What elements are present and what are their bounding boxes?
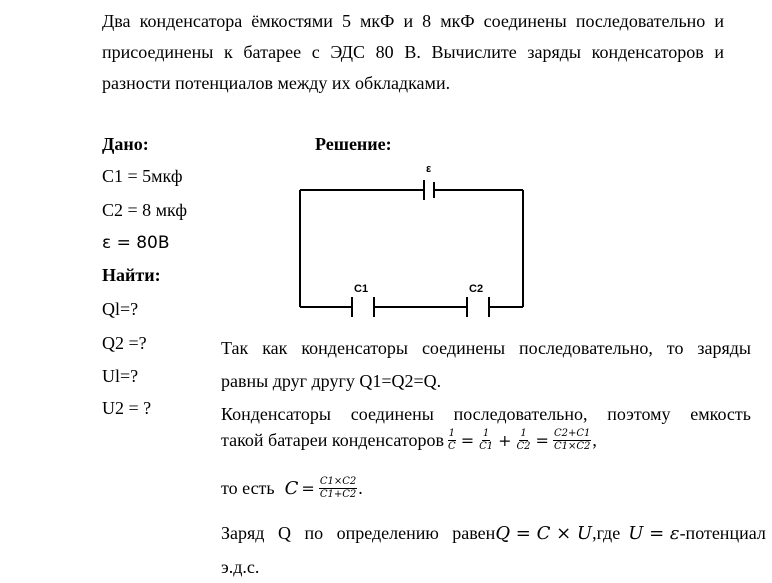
frac-sum-over-prod [553, 428, 591, 453]
formula-c: C [284, 478, 299, 499]
frac-1-over-c2 [516, 428, 532, 453]
frac-den: C1×C2 [553, 441, 591, 452]
find-u1: Ul=? [102, 366, 139, 386]
frac-1-over-c1 [478, 428, 494, 453]
p4-mid: ,где [592, 523, 621, 543]
equals-sign: = [460, 431, 475, 450]
find-heading: Найти: [102, 265, 161, 285]
frac-prod-over-sum [319, 476, 357, 501]
p4-suffix: -потенциал [679, 523, 766, 543]
find-u2: U2 = ? [102, 398, 152, 418]
circuit-diagram [290, 155, 540, 325]
c2-label: C2 [469, 283, 484, 295]
frac-den: C [448, 441, 456, 452]
p4-formulas [495, 523, 766, 544]
equals-sign: = [301, 479, 315, 498]
find-q2: Q2 =? [102, 333, 147, 353]
frac-num: 1 [482, 428, 490, 439]
given-emf: ε = 80В [102, 233, 170, 253]
solution-heading: Решение: [315, 134, 392, 154]
p2-line2 [221, 428, 597, 453]
p2-line2-text: такой батареи конденсаторов [221, 430, 445, 450]
frac-1-over-c [447, 428, 457, 453]
formula-u: U = ε [628, 523, 680, 544]
given-heading: Дано: [102, 134, 149, 154]
frac-den: C1 [479, 441, 494, 452]
frac-num: C2+C1 [553, 428, 591, 439]
p2-line1: Конденсаторы соединены последовательно, поэтому емкость [221, 404, 751, 424]
p1-line1: Так как конденсаторы соединены последовательно, то заряды [221, 338, 751, 358]
problem-statement: Два конденсатора ёмкостями 5 мкФ и 8 мкФ соединены последовательно и присоединены к батарее с ЭДС 80 В. Вычислите заряды конденсаторов и разности потенциалов между их обкладками. [102, 11, 724, 93]
period: . [358, 478, 363, 498]
given-c1: C1 = 5мкф [102, 166, 183, 186]
frac-den: C1+C2 [319, 489, 357, 500]
given-c2: C2 = 8 мкф [102, 200, 188, 220]
frac-num: C1×C2 [319, 476, 357, 487]
equals-sign: = [535, 431, 549, 450]
formula-q: Q = C × U [495, 523, 593, 544]
find-q1: Ql=? [102, 299, 139, 319]
p4-line1 [221, 523, 766, 544]
p3-text: то есть [221, 478, 275, 498]
frac-num: 1 [520, 428, 527, 439]
plus-sign: + [498, 431, 512, 450]
emf-label: ε [426, 163, 432, 175]
frac-num: 1 [448, 428, 456, 439]
comma: , [592, 430, 597, 450]
p4-line2: э.д.с. [221, 557, 260, 577]
p1-line2: равны друг другу Q1=Q2=Q. [221, 371, 442, 391]
p3-line [221, 476, 363, 501]
p4-text: Заряд Q по определению равен [221, 523, 496, 543]
frac-den: C2 [516, 441, 531, 452]
c1-label: C1 [354, 283, 369, 295]
